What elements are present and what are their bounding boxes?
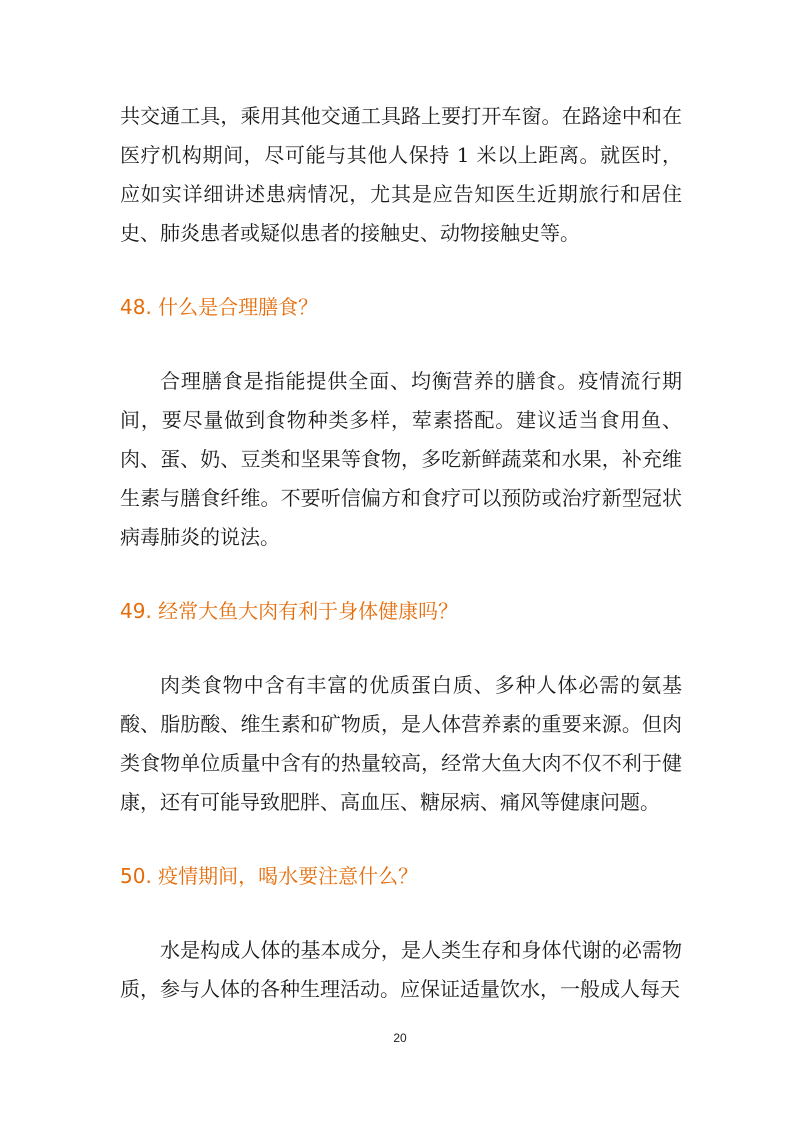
section-heading-49: 49. 经常大鱼大肉有利于身体健康吗？ xyxy=(120,599,459,623)
section-heading-50: 50. 疫情期间，喝水要注意什么？ xyxy=(120,864,419,888)
section-paragraph-48: 合理膳食是指能提供全面、均衡营养的膳食。疫情流行期间，要尽量做到食物种类多样，荤素搭配。建议适当食用鱼、肉、蛋、奶、豆类和坚果等食物，多吃新鲜蔬菜和水果，补充维生素与膳食纤维。不要听信偏方和食疗可以预防或治疗新型冠状病毒肺炎的说法。 xyxy=(120,369,682,549)
section-paragraph-50: 水是构成人体的基本成分，是人类生存和身体代谢的必需物质，参与人体的各种生理活动。应保证适量饮水，一般成人每天 xyxy=(120,938,682,1001)
section-paragraph-49: 肉类食物中含有丰富的优质蛋白质、多种人体必需的氨基酸、脂肪酸、维生素和矿物质，是人体营养素的重要来源。但肉类食物单位质量中含有的热量较高，经常大鱼大肉不仅不利于健康，还有可能导致肥胖、高血压、糖尿病、痛风等健康问题。 xyxy=(120,673,682,814)
page-content xyxy=(120,97,682,1009)
section-heading-48: 48. 什么是合理膳食？ xyxy=(120,295,319,319)
intro-paragraph: 共交通工具，乘用其他交通工具路上要打开车窗。在路途中和在医疗机构期间，尽可能与其他人保持 1 米以上距离。就医时，应如实详细讲述患病情况，尤其是应告知医生近期旅行和居住史、肺炎患者或疑似患者的接触史、动物接触史等。 xyxy=(120,104,682,245)
page-number: 20 xyxy=(393,1031,407,1045)
